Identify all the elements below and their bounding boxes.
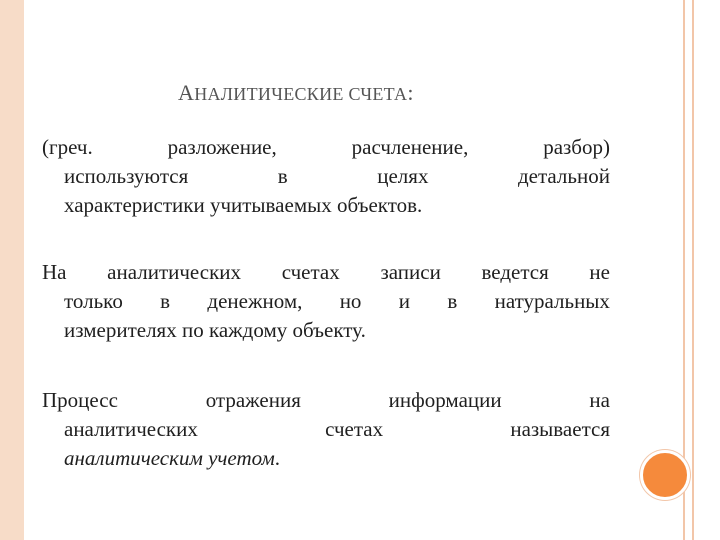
paragraph-process	[42, 386, 610, 473]
word: записи	[380, 260, 441, 284]
word: расчленение,	[351, 135, 469, 159]
word: аналитических	[107, 260, 242, 284]
word: но	[339, 289, 362, 313]
title-colon: :	[407, 80, 414, 105]
word: (греч.	[42, 135, 93, 159]
decorative-circle	[640, 450, 690, 500]
word: на	[589, 388, 610, 412]
paragraph-line	[42, 133, 610, 162]
slide-title	[178, 80, 414, 106]
paragraph-records	[42, 258, 610, 345]
paragraph-line: измерителях по каждому объекту.	[64, 318, 366, 342]
word: натуральных	[494, 289, 610, 313]
word: информации	[388, 388, 502, 412]
word: называется	[510, 417, 610, 441]
word: ведется	[481, 260, 549, 284]
left-frame-bar	[0, 0, 24, 540]
paragraph-line	[42, 444, 610, 473]
word: в	[447, 289, 458, 313]
title-text: НАЛИТИЧЕСКИЕ СЧЕТА	[194, 84, 408, 104]
word: аналитических	[64, 417, 198, 441]
word: не	[589, 260, 610, 284]
word: разложение,	[167, 135, 277, 159]
word: только	[64, 289, 123, 313]
word: и	[398, 289, 411, 313]
word: целях	[377, 164, 429, 188]
paragraph-line: характеристики учитываемых объектов.	[64, 193, 423, 217]
paragraph-line	[42, 162, 610, 191]
word: в	[277, 164, 288, 188]
sentence-end: .	[274, 446, 280, 470]
paragraph-line	[42, 415, 610, 444]
word: Процесс	[42, 388, 118, 412]
word: счетах	[325, 417, 384, 441]
paragraph-line	[42, 287, 610, 316]
word: денежном,	[207, 289, 303, 313]
word: используются	[64, 164, 189, 188]
word: отражения	[205, 388, 301, 412]
word: детальной	[517, 164, 610, 188]
word: счетах	[281, 260, 340, 284]
paragraph-definition	[42, 133, 610, 220]
word: в	[160, 289, 171, 313]
italic-term: аналитическим учетом	[64, 446, 275, 470]
title-initial: А	[178, 80, 195, 105]
word: разбор)	[543, 135, 610, 159]
word: На	[42, 260, 67, 284]
paragraph-line	[42, 386, 610, 415]
paragraph-line	[42, 258, 610, 287]
right-frame-line	[692, 0, 694, 540]
